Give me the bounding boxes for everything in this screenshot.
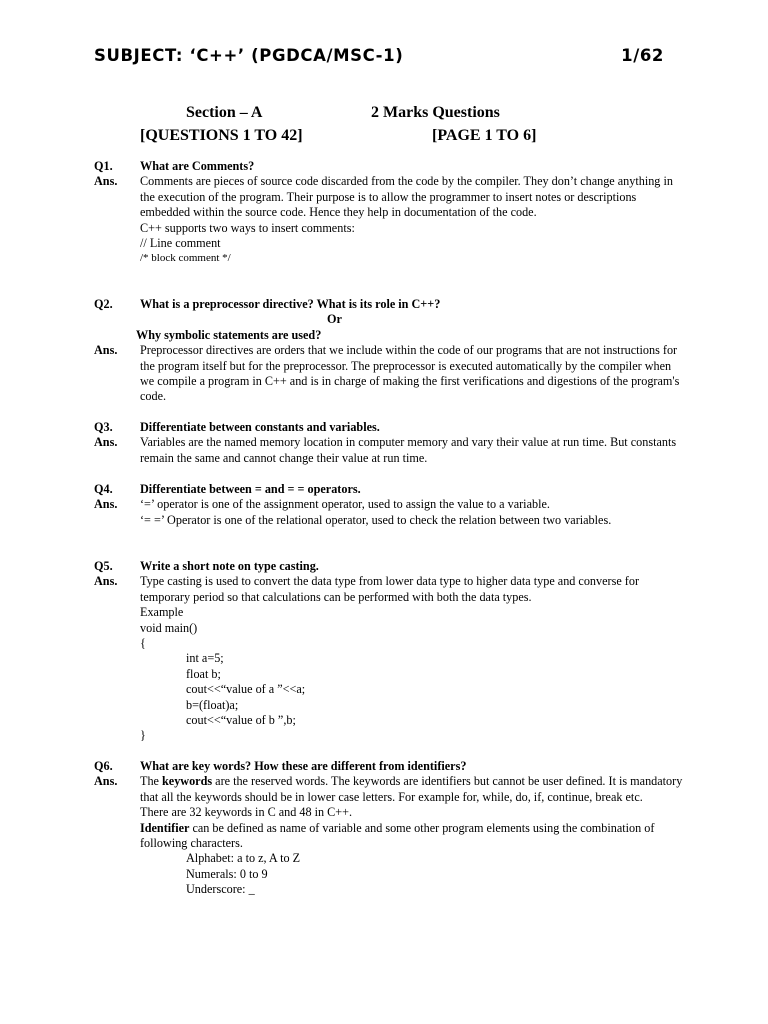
question-text: Write a short note on type casting. [140,559,319,573]
answer-text: There are 32 keywords in C and 48 in C++. [140,805,353,820]
answer [94,574,694,743]
code-line: int a=5; [186,651,224,666]
answer-text: ‘= =’ Operator is one of the relational operator, used to check the relation between two variables. [140,512,612,527]
answer-text: ‘=’ operator is one of the assignment operator, used to assign the value to a variable. [140,497,550,512]
code-line: b=(float)a; [186,697,239,712]
question-number: Q3. [94,420,113,434]
answer-label: Ans. [94,343,118,358]
question-4 [94,482,694,528]
code-line: } [140,728,146,743]
question-text-alt: Why symbolic statements are used? [136,327,322,342]
answer-text: Variables are the named memory location in computer memory and vary their value at run time. But constants remain the same and cannot change their value at run time. [140,435,677,465]
question-6 [94,759,694,898]
question-number: Q1. [94,159,113,173]
code-line: cout<<“value of b ”,b; [186,713,296,728]
answer-text [140,821,685,852]
page-range: [PAGE 1 TO 6] [432,127,537,144]
answer-text: C++ supports two ways to insert comments: [140,220,355,235]
answer-text [140,774,685,805]
section-marks: 2 Marks Questions [371,104,500,121]
subject-title: SUBJECT: ‘C++’ (PGDCA/MSC-1) [94,46,404,65]
answer-text: Preprocessor directives are orders that we include within the code of our programs that are not instructions for the program itself but for the preprocessor. The preprocessor is executed automatically by the compiler when we compile a program in C++ and is in charge of making the first verifications and digestions of the program's code. [140,343,680,404]
section-name: Section – A [186,104,263,121]
questions-range: [QUESTIONS 1 TO 42] [140,127,303,144]
answer [94,774,694,897]
question-number: Q4. [94,482,113,496]
id-rest: can be defined as name of variable and some other program elements using the combination of following characters. [140,820,655,851]
char-item: Numerals: 0 to 9 [186,866,268,881]
question-text: What are Comments? [140,159,255,173]
answer [94,343,694,405]
identifier-term: Identifier [140,820,190,835]
code-line: void main() [140,620,198,635]
example-label: Example [140,605,184,620]
question-3 [94,420,694,466]
answer-label: Ans. [94,174,118,189]
question-number: Q6. [94,759,113,773]
code-line: cout<<“value of a ”<<a; [186,682,306,697]
or-label: Or [327,312,342,327]
answer-text: Type casting is used to convert the data type from lower data type to higher data type and converse for temporary period so that calculations can be performed with both the data types. [140,574,640,604]
answer [94,435,694,466]
question-text: Differentiate between = and = = operators. [140,482,361,496]
answer-label: Ans. [94,774,118,789]
subject-header [94,46,664,65]
answer-label: Ans. [94,497,118,512]
answer [94,174,694,266]
kw-rest: are the reserved words. The keywords are identifiers but cannot be user defined. It is mandatory that all the keywords should be in lower case letters. For example for, while, do, if, continue, break etc. [140,774,683,804]
question-number: Q2. [94,297,113,311]
answer-label: Ans. [94,574,118,589]
kw-prefix: The [140,774,162,789]
question-1 [94,159,694,267]
page-number: 1/62 [621,46,664,65]
char-item: Alphabet: a to z, A to Z [186,851,301,866]
question-5 [94,559,694,744]
question-text: What is a preprocessor directive? What is its role in C++? [140,297,441,311]
question-2 [94,297,694,405]
char-item: Underscore: _ [186,882,255,897]
code-line: { [140,636,146,651]
answer-text: Comments are pieces of source code discarded from the code by the compiler. They don’t change anything in the execution of the program. Their purpose is to allow the programmer to insert notes or descriptions embedded within the source code. Hence they help in documentation of the code. [140,174,673,220]
answer [94,497,694,528]
answer-label: Ans. [94,435,118,450]
question-text: What are key words? How these are different from identifiers? [140,759,467,773]
keywords-term: keywords [162,774,213,789]
question-text: Differentiate between constants and variables. [140,420,380,434]
answer-text: /* block comment */ [140,252,231,265]
question-number: Q5. [94,559,113,573]
code-line: float b; [186,666,221,681]
answer-text: // Line comment [140,236,221,251]
